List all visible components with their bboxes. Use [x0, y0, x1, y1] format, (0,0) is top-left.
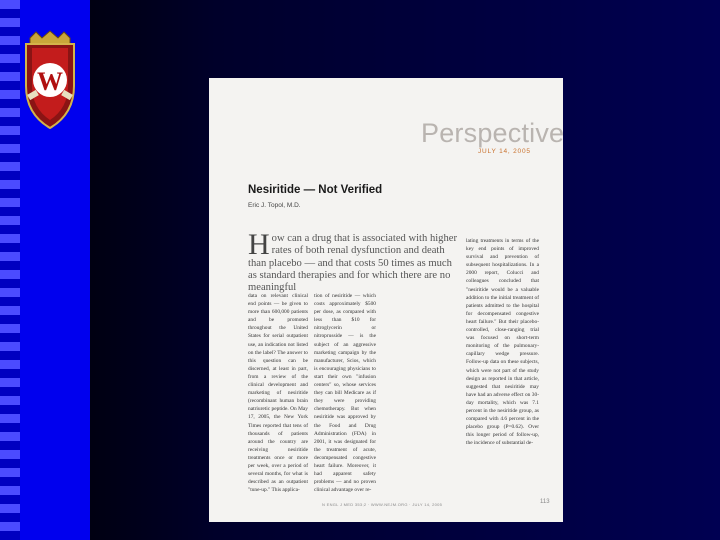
- checker-stripe-offset: [10, 9, 20, 540]
- body-column-1: data on relevant clinical end points — be given to more than 600,000 patients and be promoted throughout the United States for serial outpatient use, an indication not listed on the label? The answer to this question can be discerned, at least in part, from a review of the clinical development and marketing of nesiritide (recombinant human brain natriuretic peptide. On May 17, 2005, the New York Times reported that tens of thousands of patients around the country are receiving nesiritide treatments once or more per week, over a period of several months, for what is described as an outpatient "tune-up." This applica-: [248, 293, 308, 494]
- drop-cap: H: [248, 228, 270, 261]
- lead-text: ow can a drug that is associated with higher rates of both renal dysfunction and death than placebo — and that costs 50 times as much as standard therapies and for which there are no meaningful: [248, 233, 458, 294]
- body-column-3: lating treatments in terms of the key end points of improved survival and prevention of subsequent hospitalizations. In a 2000 report, Colucci and colleagues concluded that "nesiritide would be a valuable addition to the initial treatment of patients admitted to the hospital for decompensated congestive heart failure." But their placebo-controlled, close-ranging trial was focused on short-term monitoring of the pulmonary-capillary wedge pressure. Follow-up data on these subjects, which were not part of the study design as reported in that article, suggested that nesiritide may have had an adverse effect on 30-day mortality, which was 7.1 percent in the nesiritide group, as compared with 4.6 percent in the placebo group (P=0.62). Over this longer period of follow-up, the incidence of substantial de-: [466, 238, 539, 447]
- footer-citation: N ENGL J MED 353;2 · WWW.NEJM.ORG · JULY 14, 2005: [322, 502, 443, 507]
- crest-letter: W: [37, 67, 63, 96]
- section-heading: Perspective: [421, 118, 565, 148]
- article-author: Eric J. Topol, M.D.: [248, 202, 301, 209]
- university-crest-logo: [22, 28, 78, 132]
- article-title: Nesiritide — Not Verified: [248, 184, 383, 196]
- body-column-2: tion of nesiritide — which costs approximately $500 per dose, as compared with less than $10 for nitroglycerin or nitroprusside — is the subject of an aggressive marketing campaign by the manufacturer, Scios, which is encouraging physicians to start their own "infusion centers" so, whose services they can bill Medicare as if they were providing chemotherapy. But when nesiritide was approved by the Food and Drug Administration (FDA) in 2001, it was designated for the treatment of acute, decompensated congestive heart failure. Moreover, it had apparent safety problems — and no proven clinical advantage over re-: [314, 293, 376, 494]
- article-date: JULY 14, 2005: [478, 148, 531, 155]
- page-number: 113: [540, 499, 550, 505]
- article-lead: [248, 228, 458, 294]
